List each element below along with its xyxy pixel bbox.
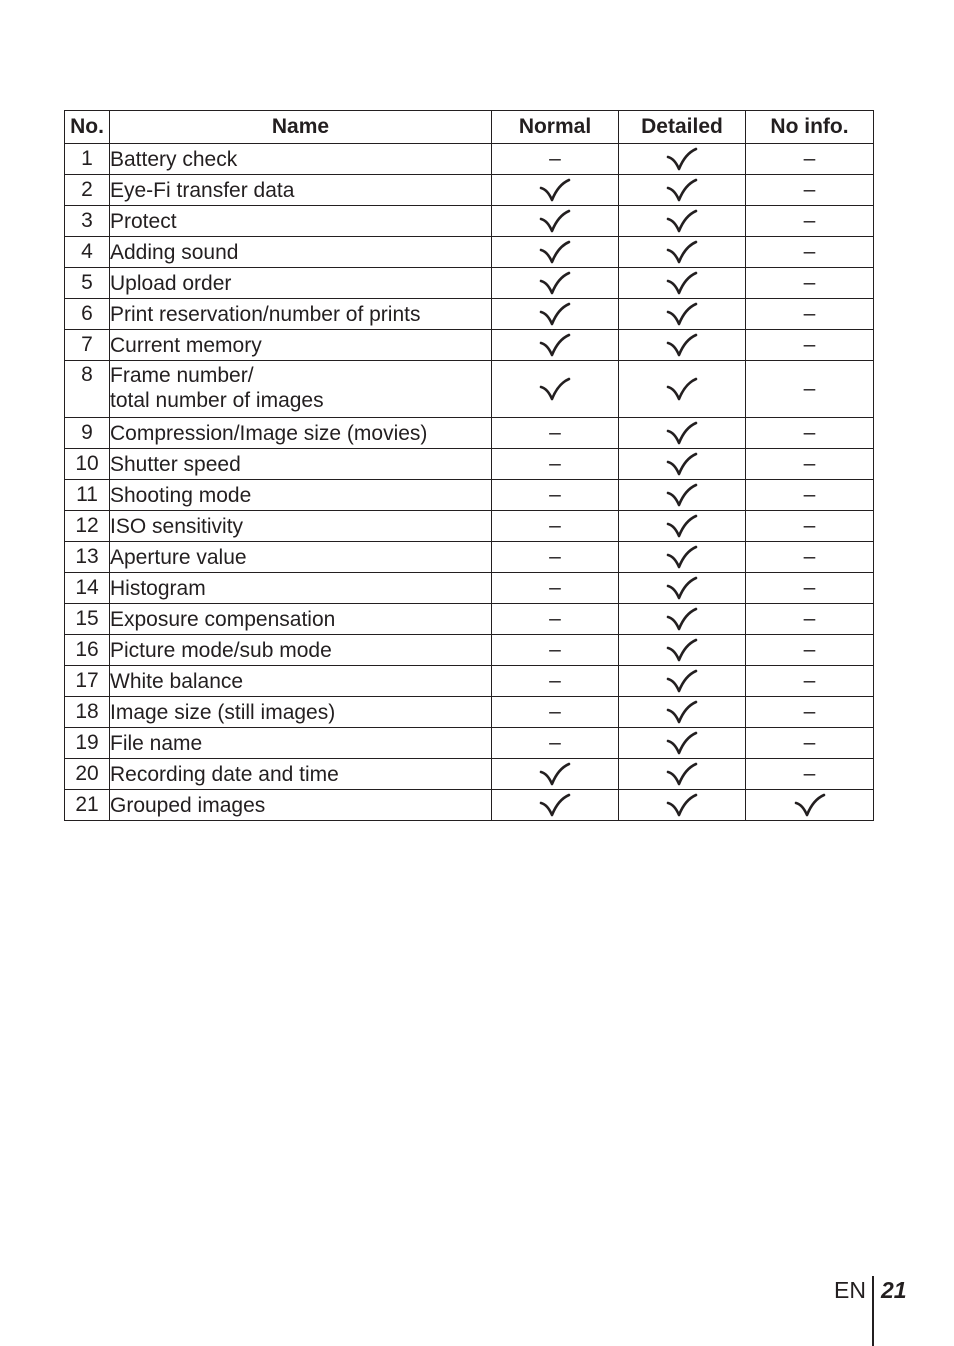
- cell-detailed: [619, 330, 746, 361]
- cell-detailed: [619, 144, 746, 175]
- row-name-line: Shooting mode: [110, 483, 252, 507]
- row-number: 11: [65, 480, 110, 511]
- language-label: EN: [834, 1277, 866, 1303]
- row-number: 5: [65, 268, 110, 299]
- cell-normal: [492, 666, 619, 697]
- check-icon: [666, 209, 698, 233]
- cell-noinfo: [746, 542, 874, 573]
- check-icon: [666, 483, 698, 507]
- check-icon: [666, 377, 698, 401]
- row-name: [110, 790, 492, 821]
- check-icon: [666, 421, 698, 445]
- dash-mark: –: [549, 669, 561, 692]
- row-number: 20: [65, 759, 110, 790]
- row-name: [110, 330, 492, 361]
- cell-noinfo: [746, 330, 874, 361]
- row-name-line: Histogram: [110, 576, 206, 600]
- row-name-line: Adding sound: [110, 240, 239, 264]
- table-row: [65, 697, 874, 728]
- cell-normal: [492, 511, 619, 542]
- cell-detailed: [619, 542, 746, 573]
- dash-mark: –: [803, 576, 816, 599]
- table-row: [65, 144, 874, 175]
- cell-noinfo: [746, 604, 874, 635]
- table-row: [65, 237, 874, 268]
- cell-detailed: [619, 697, 746, 728]
- cell-detailed: [619, 206, 746, 237]
- dash-mark: –: [803, 514, 816, 537]
- cell-noinfo: [746, 511, 874, 542]
- cell-normal: [492, 790, 619, 821]
- cell-detailed: [619, 268, 746, 299]
- table-row: [65, 449, 874, 480]
- row-number: 16: [65, 635, 110, 666]
- row-name: [110, 728, 492, 759]
- row-name: [110, 449, 492, 480]
- row-number: 8: [65, 361, 110, 418]
- cell-noinfo: [746, 573, 874, 604]
- dash-mark: –: [803, 545, 816, 568]
- table-row: [65, 542, 874, 573]
- cell-noinfo: [746, 666, 874, 697]
- check-icon: [666, 731, 698, 755]
- check-icon: [539, 793, 571, 817]
- check-icon: [539, 178, 571, 202]
- check-icon: [539, 209, 571, 233]
- row-name-line: Frame number/: [110, 364, 254, 387]
- row-name-line: Eye-Fi transfer data: [110, 178, 295, 202]
- row-name: [110, 666, 492, 697]
- cell-normal: [492, 361, 619, 418]
- row-number: 19: [65, 728, 110, 759]
- dash-mark: –: [549, 452, 561, 475]
- dash-mark: –: [803, 669, 816, 692]
- header-no-info: No info.: [746, 111, 874, 144]
- dash-mark: –: [549, 731, 561, 754]
- check-icon: [666, 333, 698, 357]
- cell-normal: [492, 206, 619, 237]
- cell-noinfo: [746, 361, 874, 418]
- row-number: 14: [65, 573, 110, 604]
- row-name: [110, 759, 492, 790]
- row-number: 13: [65, 542, 110, 573]
- row-name-line: ISO sensitivity: [110, 514, 244, 538]
- row-number: 21: [65, 790, 110, 821]
- row-name: [110, 573, 492, 604]
- row-name-line: Print reservation/number of prints: [110, 302, 421, 326]
- cell-normal: [492, 418, 619, 449]
- check-icon: [666, 793, 698, 817]
- cell-detailed: [619, 573, 746, 604]
- row-number: 7: [65, 330, 110, 361]
- row-number: 17: [65, 666, 110, 697]
- dash-mark: –: [803, 333, 816, 356]
- row-name-line: total number of images: [110, 389, 324, 412]
- cell-normal: [492, 175, 619, 206]
- cell-normal: [492, 759, 619, 790]
- row-name-line: Compression/Image size (movies): [110, 421, 428, 445]
- row-number: 6: [65, 299, 110, 330]
- cell-normal: [492, 697, 619, 728]
- check-icon: [794, 793, 826, 817]
- row-number: 10: [65, 449, 110, 480]
- row-name: [110, 206, 492, 237]
- dash-mark: –: [803, 700, 816, 723]
- dash-mark: –: [549, 638, 561, 661]
- row-name: [110, 511, 492, 542]
- check-icon: [666, 302, 698, 326]
- dash-mark: –: [803, 209, 816, 232]
- row-number: 3: [65, 206, 110, 237]
- check-icon: [539, 377, 571, 401]
- table-row: [65, 418, 874, 449]
- dash-mark: –: [803, 421, 816, 444]
- row-name-line: Grouped images: [110, 793, 266, 817]
- table-row: [65, 511, 874, 542]
- cell-normal: [492, 330, 619, 361]
- cell-noinfo: [746, 759, 874, 790]
- header-detailed: Detailed: [619, 111, 746, 144]
- row-name-line: Upload order: [110, 271, 232, 295]
- row-number: 2: [65, 175, 110, 206]
- cell-noinfo: [746, 790, 874, 821]
- row-name-line: Current memory: [110, 333, 262, 357]
- check-icon: [666, 700, 698, 724]
- table-row: [65, 175, 874, 206]
- check-icon: [666, 452, 698, 476]
- table-row: [65, 299, 874, 330]
- check-icon: [666, 576, 698, 600]
- cell-normal: [492, 542, 619, 573]
- check-icon: [666, 147, 698, 171]
- cell-noinfo: [746, 635, 874, 666]
- cell-noinfo: [746, 206, 874, 237]
- row-number: 1: [65, 144, 110, 175]
- row-name: [110, 635, 492, 666]
- cell-normal: [492, 237, 619, 268]
- check-icon: [666, 638, 698, 662]
- row-name: [110, 299, 492, 330]
- table-body: [65, 144, 874, 821]
- row-name-line: Protect: [110, 209, 177, 233]
- cell-detailed: [619, 604, 746, 635]
- cell-normal: [492, 604, 619, 635]
- cell-noinfo: [746, 728, 874, 759]
- dash-mark: –: [803, 607, 816, 630]
- table-row: [65, 361, 874, 418]
- cell-detailed: [619, 511, 746, 542]
- check-icon: [539, 271, 571, 295]
- check-icon: [666, 669, 698, 693]
- row-name-line: Battery check: [110, 147, 238, 171]
- dash-mark: –: [803, 240, 816, 263]
- row-name: [110, 144, 492, 175]
- dash-mark: –: [803, 377, 816, 400]
- row-name: [110, 604, 492, 635]
- row-name: [110, 237, 492, 268]
- row-number: 4: [65, 237, 110, 268]
- table-row: [65, 268, 874, 299]
- header-normal: Normal: [492, 111, 619, 144]
- row-name-line: Exposure compensation: [110, 607, 336, 631]
- dash-mark: –: [803, 302, 816, 325]
- dash-mark: –: [549, 514, 561, 537]
- cell-detailed: [619, 449, 746, 480]
- check-icon: [666, 514, 698, 538]
- dash-mark: –: [549, 421, 561, 444]
- dash-mark: –: [803, 731, 816, 754]
- dash-mark: –: [803, 452, 816, 475]
- cell-noinfo: [746, 175, 874, 206]
- cell-detailed: [619, 666, 746, 697]
- cell-detailed: [619, 299, 746, 330]
- row-number: 12: [65, 511, 110, 542]
- check-icon: [666, 271, 698, 295]
- table-row: [65, 604, 874, 635]
- check-icon: [666, 240, 698, 264]
- cell-normal: [492, 449, 619, 480]
- row-name-line: Image size (still images): [110, 700, 336, 724]
- cell-noinfo: [746, 697, 874, 728]
- table-row: [65, 790, 874, 821]
- page-number: 21: [881, 1277, 907, 1303]
- row-name: [110, 361, 492, 418]
- cell-noinfo: [746, 418, 874, 449]
- row-name: [110, 480, 492, 511]
- check-icon: [539, 302, 571, 326]
- table-row: [65, 206, 874, 237]
- row-number: 15: [65, 604, 110, 635]
- cell-normal: [492, 299, 619, 330]
- dash-mark: –: [549, 607, 561, 630]
- display-info-table: [64, 110, 874, 821]
- footer-divider: [872, 1276, 874, 1346]
- dash-mark: –: [549, 147, 561, 170]
- cell-detailed: [619, 480, 746, 511]
- row-name: [110, 175, 492, 206]
- cell-detailed: [619, 790, 746, 821]
- header-no: No.: [65, 111, 110, 144]
- cell-normal: [492, 144, 619, 175]
- row-number: 9: [65, 418, 110, 449]
- cell-noinfo: [746, 449, 874, 480]
- row-number: 18: [65, 697, 110, 728]
- check-icon: [666, 545, 698, 569]
- cell-noinfo: [746, 299, 874, 330]
- cell-normal: [492, 268, 619, 299]
- page-footer: [832, 1276, 922, 1346]
- row-name: [110, 697, 492, 728]
- check-icon: [539, 240, 571, 264]
- row-name-line: Picture mode/sub mode: [110, 638, 332, 662]
- cell-noinfo: [746, 268, 874, 299]
- cell-noinfo: [746, 237, 874, 268]
- table-row: [65, 480, 874, 511]
- row-name-line: File name: [110, 731, 203, 755]
- row-name: [110, 542, 492, 573]
- row-name-line: Aperture value: [110, 545, 247, 569]
- cell-detailed: [619, 237, 746, 268]
- cell-normal: [492, 573, 619, 604]
- cell-normal: [492, 635, 619, 666]
- dash-mark: –: [803, 147, 816, 170]
- check-icon: [666, 607, 698, 631]
- check-icon: [539, 333, 571, 357]
- dash-mark: –: [803, 271, 816, 294]
- check-icon: [666, 762, 698, 786]
- row-name: [110, 268, 492, 299]
- cell-noinfo: [746, 480, 874, 511]
- check-icon: [666, 178, 698, 202]
- dash-mark: –: [803, 762, 816, 785]
- cell-detailed: [619, 759, 746, 790]
- dash-mark: –: [803, 638, 816, 661]
- row-name: [110, 418, 492, 449]
- check-icon: [539, 762, 571, 786]
- dash-mark: –: [549, 483, 561, 506]
- cell-normal: [492, 480, 619, 511]
- table-row: [65, 728, 874, 759]
- row-name-line: White balance: [110, 669, 244, 693]
- cell-normal: [492, 728, 619, 759]
- cell-noinfo: [746, 144, 874, 175]
- cell-detailed: [619, 635, 746, 666]
- dash-mark: –: [549, 700, 561, 723]
- table-row: [65, 666, 874, 697]
- dash-mark: –: [549, 576, 561, 599]
- table-header-row: [65, 111, 874, 144]
- table-row: [65, 330, 874, 361]
- table-row: [65, 759, 874, 790]
- row-name-line: Recording date and time: [110, 762, 339, 786]
- cell-detailed: [619, 175, 746, 206]
- header-name: Name: [110, 111, 492, 144]
- table-row: [65, 635, 874, 666]
- dash-mark: –: [549, 545, 561, 568]
- cell-detailed: [619, 728, 746, 759]
- cell-detailed: [619, 418, 746, 449]
- dash-mark: –: [803, 483, 816, 506]
- dash-mark: –: [803, 178, 816, 201]
- cell-detailed: [619, 361, 746, 418]
- row-name-line: Shutter speed: [110, 452, 241, 476]
- table-row: [65, 573, 874, 604]
